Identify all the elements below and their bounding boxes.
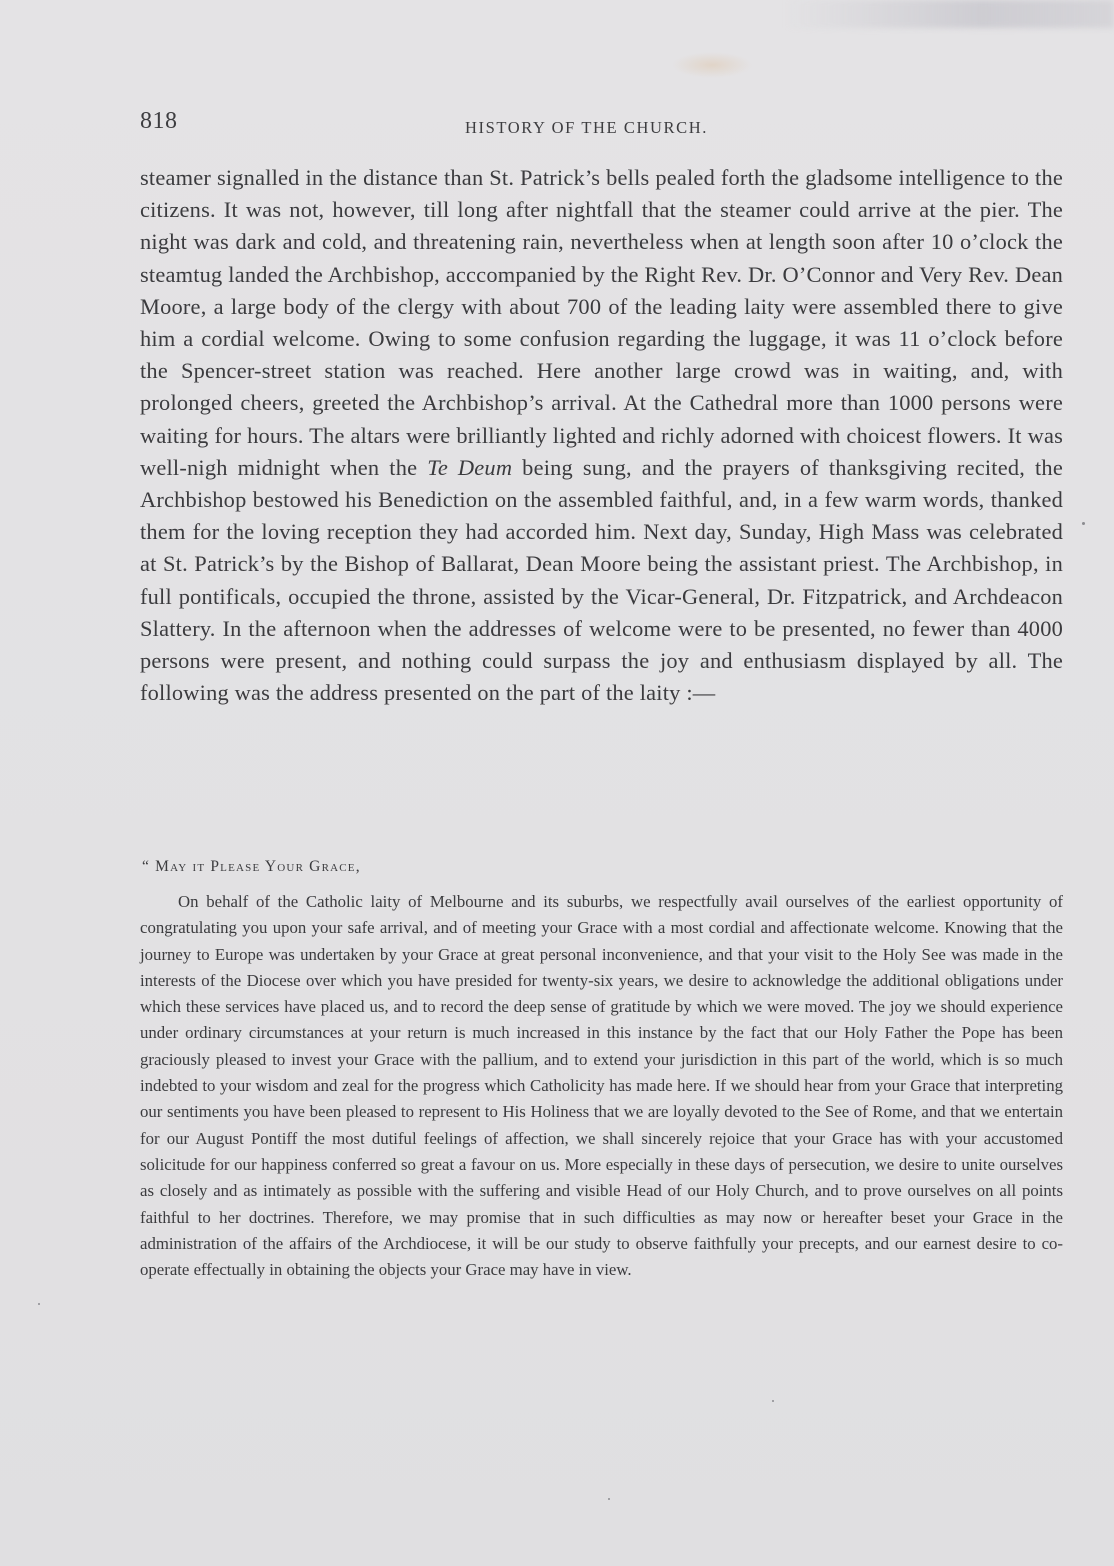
scan-speck — [608, 1498, 610, 1500]
scan-smudge — [784, 0, 1114, 28]
address-paragraph: On behalf of the Catholic laity of Melbourne and its suburbs, we respectfully avail ourselves of the earliest opportunity of congratulating you upon your safe arrival, and of meeting your Grace with a most cordial and affectionate welcome. Knowing that the journey to Europe was undertaken by your Grace at great personal inconvenience, and that your visit to the Holy See was made in the interests of the Diocese over which you have presided for twenty-six years, we desire to acknowledge the additional obligations under which these services have placed us, and to record the deep sense of gratitude by which we were moved. The joy we should experience under ordinary circumstances at your return is much increased in this instance by the fact that our Holy Father the Pope has been graciously pleased to invest your Grace with the pallium, and to extend your jurisdiction in this part of the world, which is so much indebted to your wisdom and zeal for the progress which Catholicity has made here. If we should hear from your Grace that interpreting our sentiments you have been pleased to represent to His Holiness that we are loyally devoted to the See of Rome, and that we entertain for our August Pontiff the most dutiful feelings of affection, we shall sincerely rejoice that your Grace has with your accustomed solicitude for our happiness conferred so great a favour on us. More especially in these days of persecution, we desire to unite ourselves as closely and as intimately as possible with the suffering and visible Head of our Holy Church, and to prove ourselves on all points faithful to her doctrines. Therefore, we may promise that in such difficulties as may now or hereafter beset your Grace in the administration of the affairs of the Archdiocese, it will be our study to observe faithfully your precepts, and our earnest desire to co-operate effectually in obtaining the objects your Grace may have in view. — [140, 892, 1063, 1280]
italic-phrase: Te Deum — [427, 454, 513, 480]
address-salutation: “ May it Please Your Grace, — [142, 858, 361, 875]
scan-speck — [1082, 522, 1085, 525]
page-header — [140, 108, 1064, 138]
scan-speck — [38, 1303, 40, 1305]
body-text-after: being sung, and the prayers of thanksgiving recited, the Archbishop bestowed his Benediction on the assembled faithful, and, in a few warm words, thanked them for the loving reception they had accorded him. Next day, Sunday, High Mass was celebrated at St. Patrick’s by the Bishop of Ballarat, Dean Moore being the assistant priest. The Archbishop, in full pontificals, occupied the throne, assisted by the Vicar-General, Dr. Fitzpatrick, and Archdeacon Slattery. In the afternoon when the addresses of welcome were to be presented, no fewer than 4000 persons were present, and nothing could surpass the joy and enthusiasm displayed by all. The following was the address presented on the part of the laity :— — [140, 454, 1063, 706]
page-number: 818 — [140, 108, 178, 134]
paper-stain — [672, 52, 752, 78]
scan-speck — [772, 1400, 774, 1402]
running-head: HISTORY OF THE CHURCH. — [465, 118, 709, 137]
body-paragraph — [140, 162, 1063, 709]
body-text-before: steamer signalled in the distance than St. Patrick’s bells pealed forth the gladsome intelligence to the citizens. It was not, however, till long after nightfall that the steamer could arrive at the pier. The night was dark and cold, and threatening rain, nevertheless when at length soon after 10 o’clock the steamtug landed the Archbishop, acccompanied by the Right Rev. Dr. O’Connor and Very Rev. Dean Moore, a large body of the clergy with about 700 of the leading laity were assembled there to give him a cordial welcome. Owing to some confusion regarding the luggage, it was 11 o’clock before the Spencer-street station was reached. Here another large crowd was in waiting, and, with prolonged cheers, greeted the Archbishop’s arrival. At the Cathedral more than 1000 persons were waiting for hours. The altars were brilliantly lighted and richly adorned with choicest flowers. It was well-nigh midnight when the — [140, 165, 1063, 480]
